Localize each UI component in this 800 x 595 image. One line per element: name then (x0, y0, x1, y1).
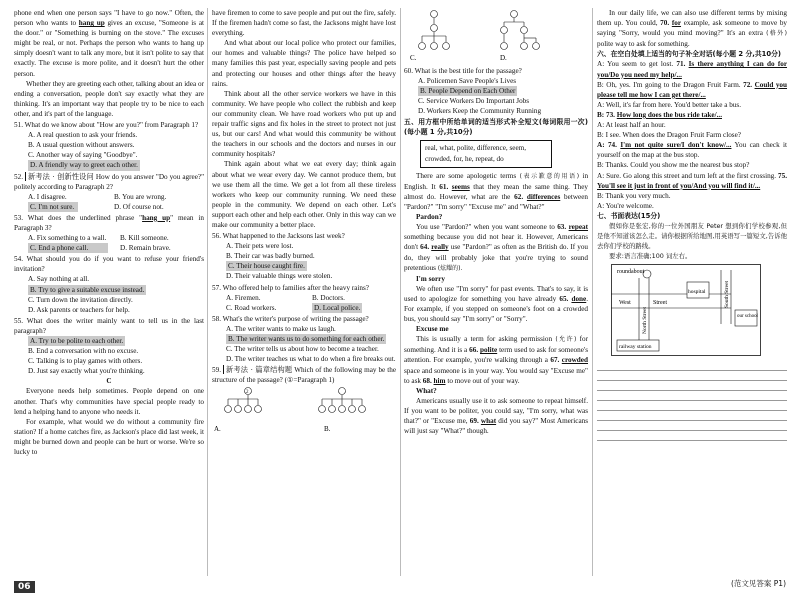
structure-diagram-c-d (404, 8, 584, 62)
column-1 (14, 8, 204, 457)
option: D. Ask parents or teachers for help. (28, 305, 130, 314)
option-answer: B. People Depend on Each Other (420, 87, 516, 96)
option-row: A. Firemen. B. Doctors. (226, 293, 345, 302)
subheading: Pardon? (416, 213, 443, 222)
paragraph: Think again about what we eat every day; think again about what we wear every day. We cannot produce them, but we use them all the time. We get a lot from all these tireless workers who keep our community running. We need these people in the community. We depend on each other. Let's support each other and help each other. Only in this way can we make our community a better place. (212, 160, 396, 229)
map-hospital: hospital (688, 289, 706, 296)
option-row: A. I disagree. B. You are wrong. (28, 192, 167, 201)
map-railway-station: railway station (619, 344, 652, 351)
column-2 (212, 8, 396, 439)
column-4 (597, 8, 787, 441)
page-number: 06 (14, 581, 35, 593)
section-heading: 五、用方框中所给单词的适当形式补全短文(每词限用一次)(每小题 1 分,共10分) (404, 117, 588, 136)
paragraph: This is usually a term for asking permission (允许) for something. And it is a 66. polite term used to ask for someone's attention. For example, you're walking through a 67. crowded space and someone is in your way. You would say "Excuse me" to ask 68. him to move out of your way. (404, 335, 589, 385)
section-heading: 七、书面表达(15分) (597, 211, 661, 220)
option: C. Talking is to play games with others. (28, 357, 143, 366)
question-tag: 新考法 · 创新性设问 (25, 172, 94, 181)
map-south-street: South Street (724, 281, 730, 309)
dialog-line: A: You're welcome. (597, 201, 654, 210)
paragraph: Whether they are greeting each other, talking about an idea or ending a conversation, people don't say exactly what they are thinking. It's an important way that people try to be nice to each other, and it's part of the language. (14, 79, 204, 118)
option-row: C. I'm not sure. D. Of course not. (30, 202, 164, 211)
map-roundabout: roundabout (617, 269, 645, 276)
map-north-street: North Street (642, 307, 648, 335)
option-answer: A. Try to be polite to each other. (30, 337, 124, 345)
option-answer: D. A friendly way to greet each other. (30, 161, 138, 170)
dialog-line: A: Sure. Go along this street and turn left at the first crossing. 75. You'll see it just in front of you/And you will find it/... (597, 171, 787, 190)
option-answer: B. The writer wants us to do something for each other. (228, 335, 385, 343)
option-answer: C. Their house caught fire. (228, 262, 305, 271)
question-57: 57. Who offered help to families after the heavy rains? (212, 283, 370, 292)
label-d: D. (500, 54, 507, 62)
dialog-line: B: I see. When does the Dragon Fruit Farm close? (597, 131, 741, 140)
subheading: Excuse me (416, 325, 449, 334)
svg-text:2: 2 (246, 390, 249, 396)
option: C. Turn down the invitation directly. (28, 295, 133, 304)
option: A. Say nothing at all. (28, 275, 90, 284)
label-b: B. (324, 425, 331, 434)
paragraph: For example, what would we do without a community fire station? If a home catches fire, as Jackson's place did last week, it might be burned down and people can be hurt or worse. We're so lucky to (14, 417, 204, 457)
map-our-school: our school (737, 314, 758, 320)
option: A. Policemen Save People's Lives (418, 77, 517, 86)
dialog-line: A: Well, it's far from here. You'd better take a bus. (597, 100, 741, 109)
question-tag: 新考法 · 篇章结构题 (223, 365, 292, 374)
dialog-line: A: You seem to get lost. 71. Is there anything I can do for you/Do you need my help/... (597, 60, 788, 79)
question-56: 56. What happened to the Jacksons last week? (212, 232, 345, 241)
map-street-label: Street (653, 300, 667, 307)
option: D. Just say exactly what you're thinking. (28, 367, 145, 376)
paragraph: phone end when one person says "I have to go now." Often, the person who wants to hang up gives an excuse, "Someone is at the door." or "Something is burning on the stove." The excuses might be real, or not. Perhaps the person who wants to hang up simply doesn't want to talk any more, but it isn't polite to say that exactly. The excuse is more polite, and it doesn't hurt the other person. (14, 9, 205, 78)
map-west-label: West (619, 300, 631, 307)
question-54: 54. What should you do if you want to refuse your friend's invitation? (14, 255, 204, 274)
writing-prompt: 假如你是张宏,你的一位外国朋友 Peter 想到你们学校参观,但是他不知道该怎么走。请你根据所给地图,用英语写一篇短文,告诉他去你们学校的路线。 (597, 221, 787, 251)
paragraph: Everyone needs help sometimes. People depend on one another. That's why communities have special people ready to lend a helping hand to anyone who needs it. (14, 387, 204, 416)
structure-diagram-a-b (212, 385, 392, 435)
option-row: C. End a phone call. D. Remain brave. (30, 244, 171, 253)
option: D. The writer teaches us what to do when a fire breaks out. (226, 355, 396, 364)
question-59: 59. 新考法 · 篇章结构题 Which of the following may be the structure of the passage? (①=Paragraph 1) (212, 365, 397, 385)
dialog-line: A: 74. I'm not quite sure/I don't know/... You can check it yourself on the map at the bus stop. (597, 141, 788, 160)
label-c: C. (410, 54, 417, 62)
paragraph: Think about all the other service workers we have in this community. We have people who collect the rubbish and keep our community clean. We have road workers who put up and repair traffic signs and fix holes in the street to protect not just us, but our cars! And what would this community be without the teachers in our schools and the doctors and nurses in our community hospitals? (212, 89, 396, 159)
option: A. The writer wants to make us laugh. (226, 324, 336, 333)
option: D. Their valuable things were stolen. (226, 272, 333, 281)
question-60: 60. What is the best title for the passage? (404, 67, 522, 76)
option: B. A usual question without answers. (28, 141, 135, 150)
question-55: 55. What does the writer mainly want to tell us in the last paragraph? (14, 316, 204, 335)
dialog-line: B: Thanks. Could you show me the nearest bus stop? (597, 161, 750, 170)
option: B. Their car was badly burned. (226, 252, 315, 261)
option: B. End a conversation with no excuse. (28, 347, 139, 356)
question-52: 52. 新考法 · 创新性设问 How do you answer "Do you agree?" politely according to Paragraph 2? (14, 171, 205, 191)
option: C. Service Workers Do Important Jobs (418, 97, 530, 106)
writing-requirement: 要求:语言准确;100 词左右。 (609, 252, 692, 261)
label-a: A. (214, 425, 221, 434)
question-51: 51. What do we know about "How are you?" from Paragraph 1? (14, 121, 199, 130)
option: D. Workers Keep the Community Running (418, 107, 542, 116)
option: C. The writer tells us about how to become a teacher. (226, 345, 379, 354)
subheading: I'm sorry (416, 274, 445, 283)
section-heading: C (106, 377, 112, 386)
dialog-line: B: 73. How long does the bus ride take/... (597, 110, 722, 119)
option-row: C. Road workers. D. Local police. (226, 303, 361, 312)
paragraph: You use "Pardon?" when you want someone to 63. repeat something because you did not hear it. However, Americans don't 64. really use "Pardon?" as often as the British do. If you do, they will probably joke that you're trying to sound pretentious (炫耀的). (404, 223, 589, 272)
word-box: real, what, polite, difference, seem, crowded, for, he, repeat, do (420, 140, 552, 168)
paragraph: And what about our local police who protect our families, our homes and valuable things? The police have helped so many families this past year, especially saving people and pets and protecting our houses and other things after the heavy rains. (212, 39, 396, 88)
paragraph: We often use "I'm sorry" for past events. That's to say, it is used to apologize for something you have already 65. done. For example, if you stepped on someone's foot on a crowded bus, you should say "I'm sorry" or "Sorry". (404, 284, 589, 324)
route-map (611, 264, 761, 356)
dialog-line: B: Oh, yes. I'm going to the Dragon Fruit Farm. 72. Could you please tell me how I can get there/... (597, 80, 788, 99)
question-53: 53. What does the underlined phrase "hang up" mean in Paragraph 3? (14, 213, 204, 232)
underlined-phrase: hang up (78, 19, 105, 28)
dialog-line: A: At least half an hour. (597, 121, 666, 130)
option: A. A real question to ask your friends. (28, 131, 138, 140)
answer-note: (范文见答案 P1) (730, 578, 786, 588)
subheading: What? (416, 386, 437, 395)
writing-lines[interactable] (597, 361, 787, 441)
option-answer: B. Try to give a suitable excuse instead. (30, 285, 145, 294)
question-58: 58. What's the writer's purpose of writing the passage? (212, 314, 369, 323)
section-heading: 六、在空白处填上适当的句子补全对话(每小题 2 分,共10分) (597, 50, 782, 59)
column-3 (404, 8, 588, 436)
paragraph: Americans usually use it to ask someone to repeat himself. If you want to be politer, you could say, "I'm sorry, what was that?" or "Excuse me, 69. what did you say?" Most Americans will just say "What?" though. (404, 396, 589, 436)
dialog-line: B: Thank you very much. (597, 191, 671, 200)
paragraph: have firemen to come to save people and put out the fire, safely. If the firemen hadn't come so fast, the Jacksons might have lost everything. (212, 9, 396, 38)
option: A. Their pets were lost. (226, 242, 294, 251)
option-row: A. Fix something to a wall. B. Kill someone. (28, 234, 169, 243)
paragraph: In our daily life, we can also use different terms by mixing them up. You could, 70. for example, ask someone to move by saying "Sorry, would you mind moving?" It's an extra (格外) polite way to ask for something. (597, 9, 788, 49)
paragraph: There are some apologetic terms (表示歉意的用语) in English. It 61. seems that they mean the same thing. They almost do. However, what are the 62. differences between "Pardon?" "I'm sorry" "Excuse me" and "What?" (404, 171, 589, 212)
option: C. Another way of saying "Goodbye". (28, 151, 138, 160)
